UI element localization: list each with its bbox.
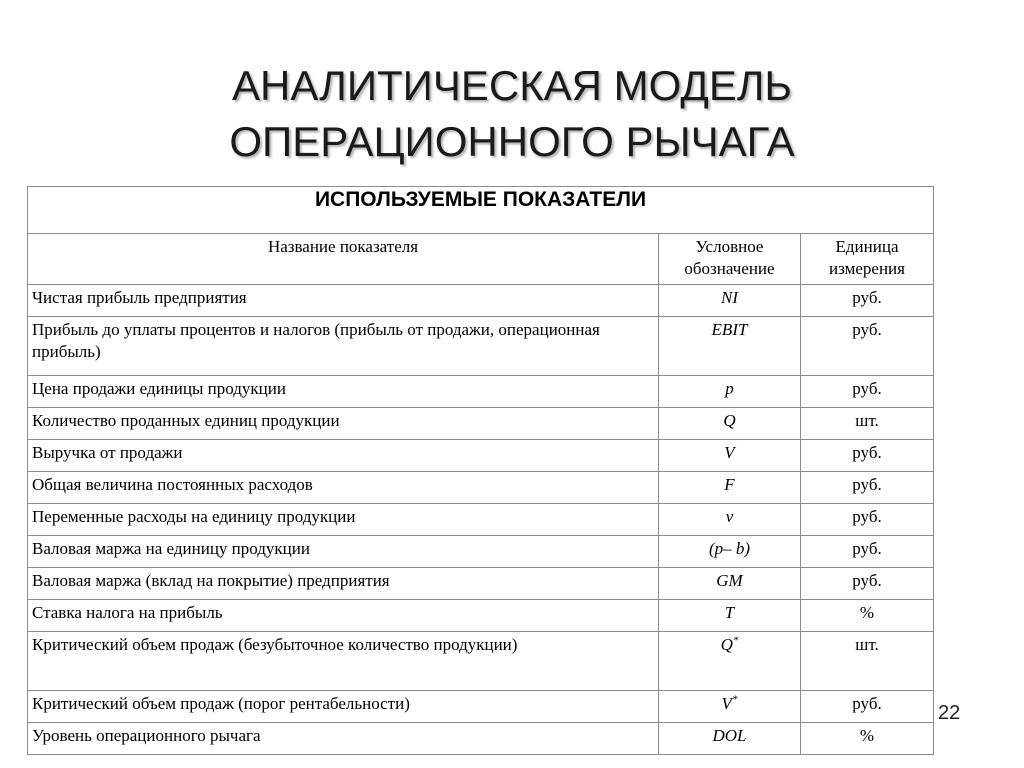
row-unit: шт. <box>801 408 934 440</box>
table-row <box>28 691 934 723</box>
row-name: Чистая прибыль предприятия <box>28 285 659 317</box>
row-name: Переменные расходы на единицу продукции <box>28 504 659 536</box>
table-row <box>28 472 934 504</box>
indicators-table <box>27 186 934 755</box>
table-row <box>28 376 934 408</box>
row-symbol-sup: * <box>731 693 738 706</box>
row-symbol-base: Q <box>720 635 733 654</box>
row-name: Выручка от продажи <box>28 440 659 472</box>
row-symbol: DOL <box>659 723 801 755</box>
row-unit: % <box>801 723 934 755</box>
row-symbol: EBIT <box>659 317 801 376</box>
row-unit: руб. <box>801 536 934 568</box>
table-row <box>28 723 934 755</box>
row-symbol: NI <box>659 285 801 317</box>
row-name: Цена продажи единицы продукции <box>28 376 659 408</box>
row-name: Уровень операционного рычага <box>28 723 659 755</box>
table-row <box>28 632 934 691</box>
table-row <box>28 568 934 600</box>
row-unit: руб. <box>801 568 934 600</box>
header-symbol: Условное обозначение <box>659 234 801 285</box>
row-unit: руб. <box>801 691 934 723</box>
row-unit: руб. <box>801 285 934 317</box>
row-name: Критический объем продаж (порог рентабельности) <box>28 691 659 723</box>
row-unit: руб. <box>801 472 934 504</box>
row-symbol <box>659 691 801 723</box>
row-symbol: v <box>659 504 801 536</box>
table-row <box>28 536 934 568</box>
row-name: Количество проданных единиц продукции <box>28 408 659 440</box>
row-symbol: T <box>659 600 801 632</box>
row-name: Валовая маржа (вклад на покрытие) предприятия <box>28 568 659 600</box>
row-name: Валовая маржа на единицу продукции <box>28 536 659 568</box>
row-unit: шт. <box>801 632 934 691</box>
row-unit: руб. <box>801 440 934 472</box>
row-symbol <box>659 632 801 691</box>
row-symbol: (p– b) <box>659 536 801 568</box>
row-unit: руб. <box>801 376 934 408</box>
table-banner: ИСПОЛЬЗУЕМЫЕ ПОКАЗАТЕЛИ <box>28 187 934 234</box>
row-symbol-base: V <box>721 694 732 713</box>
row-unit: руб. <box>801 504 934 536</box>
slide-title <box>0 58 1024 170</box>
table-row <box>28 440 934 472</box>
row-symbol: V <box>659 440 801 472</box>
row-name: Общая величина постоянных расходов <box>28 472 659 504</box>
row-name: Ставка налога на прибыль <box>28 600 659 632</box>
slide-title-line-1: АНАЛИТИЧЕСКАЯ МОДЕЛЬ <box>231 62 792 109</box>
row-unit: % <box>801 600 934 632</box>
table-row <box>28 600 934 632</box>
row-symbol: p <box>659 376 801 408</box>
row-symbol: GM <box>659 568 801 600</box>
slide-title-line-2: ОПЕРАЦИОННОГО РЫЧАГА <box>229 118 795 165</box>
table-row <box>28 285 934 317</box>
row-name: Критический объем продаж (безубыточное количество продукции) <box>28 632 659 691</box>
row-unit: руб. <box>801 317 934 376</box>
page-number: 22 <box>938 702 961 724</box>
table-row <box>28 504 934 536</box>
row-symbol: Q <box>659 408 801 440</box>
table-row <box>28 408 934 440</box>
row-symbol: F <box>659 472 801 504</box>
header-name: Название показателя <box>28 234 659 285</box>
table-header-row <box>28 234 934 285</box>
row-name: Прибыль до уплаты процентов и налогов (прибыль от продажи, операционная прибыль) <box>28 317 659 376</box>
header-unit: Единица измерения <box>801 234 934 285</box>
table-row <box>28 317 934 376</box>
row-symbol-sup: * <box>732 634 739 647</box>
